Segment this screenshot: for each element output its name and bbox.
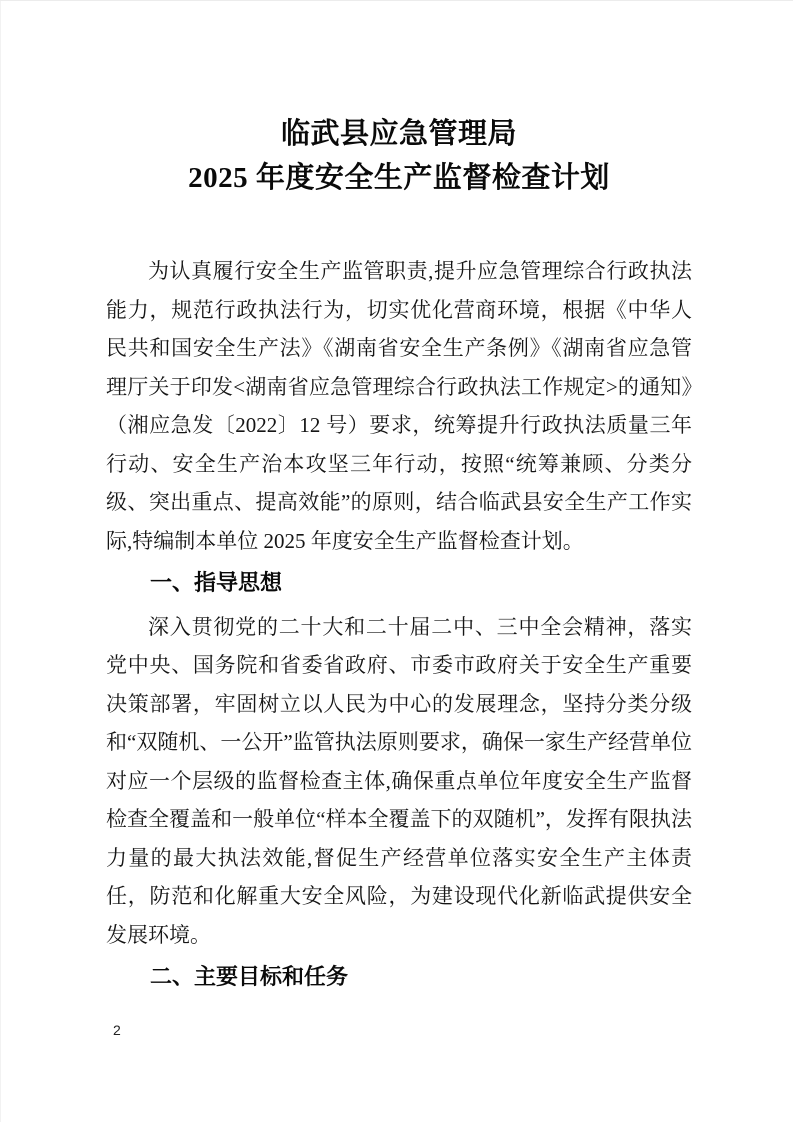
document-title-line-1: 临武县应急管理局 bbox=[280, 118, 517, 150]
section-heading-main-goals-tasks: 二、主要目标和任务 bbox=[150, 964, 349, 989]
paragraph-introduction: 为认真履行安全生产监管职责,提升应急管理综合行政执法能力，规范行政执法行为，切实优化营商环境，根据《中华人民共和国安全生产法》《湖南省安全生产条例》《湖南省应急管理厅关于印发<湖南省应急管理综合行政执法工作规定>的通知》（湘应急发〔2022〕12 号）要求，统筹提升行政执法质量三年行动、安全生产治本攻坚三年行动，按照“统筹兼顾、分类分级、突出重点、提高效能”的原则，结合临武县安全生产工作实际,特编制本单位 2025 年度安全生产监督检查计划。 bbox=[106, 259, 692, 553]
paragraph-guiding-ideology: 深入贯彻党的二十大和二十届二中、三中全会精神，落实党中央、国务院和省委省政府、市委市政府关于安全生产重要决策部署，牢固树立以人民为中心的发展理念，坚持分类分级和“双随机、一公开”监管执法原则要求，确保一家生产经营单位对应一个层级的监督检查主体,确保重点单位年度安全生产监督检查全覆盖和一般单位“样本全覆盖下的双随机”，发挥有限执法力量的最大执法效能,督促生产经营单位落实安全生产主体责任，防范和化解重大安全风险，为建设现代化新临武提供安全发展环境。 bbox=[106, 614, 692, 947]
document-title-line-2: 2025 年度安全生产监督检查计划 bbox=[188, 162, 610, 194]
document-content bbox=[106, 112, 692, 1002]
document-title bbox=[106, 112, 692, 200]
section-heading-guiding-ideology: 一、指导思想 bbox=[150, 570, 283, 595]
page-number: 2 bbox=[113, 1022, 121, 1038]
